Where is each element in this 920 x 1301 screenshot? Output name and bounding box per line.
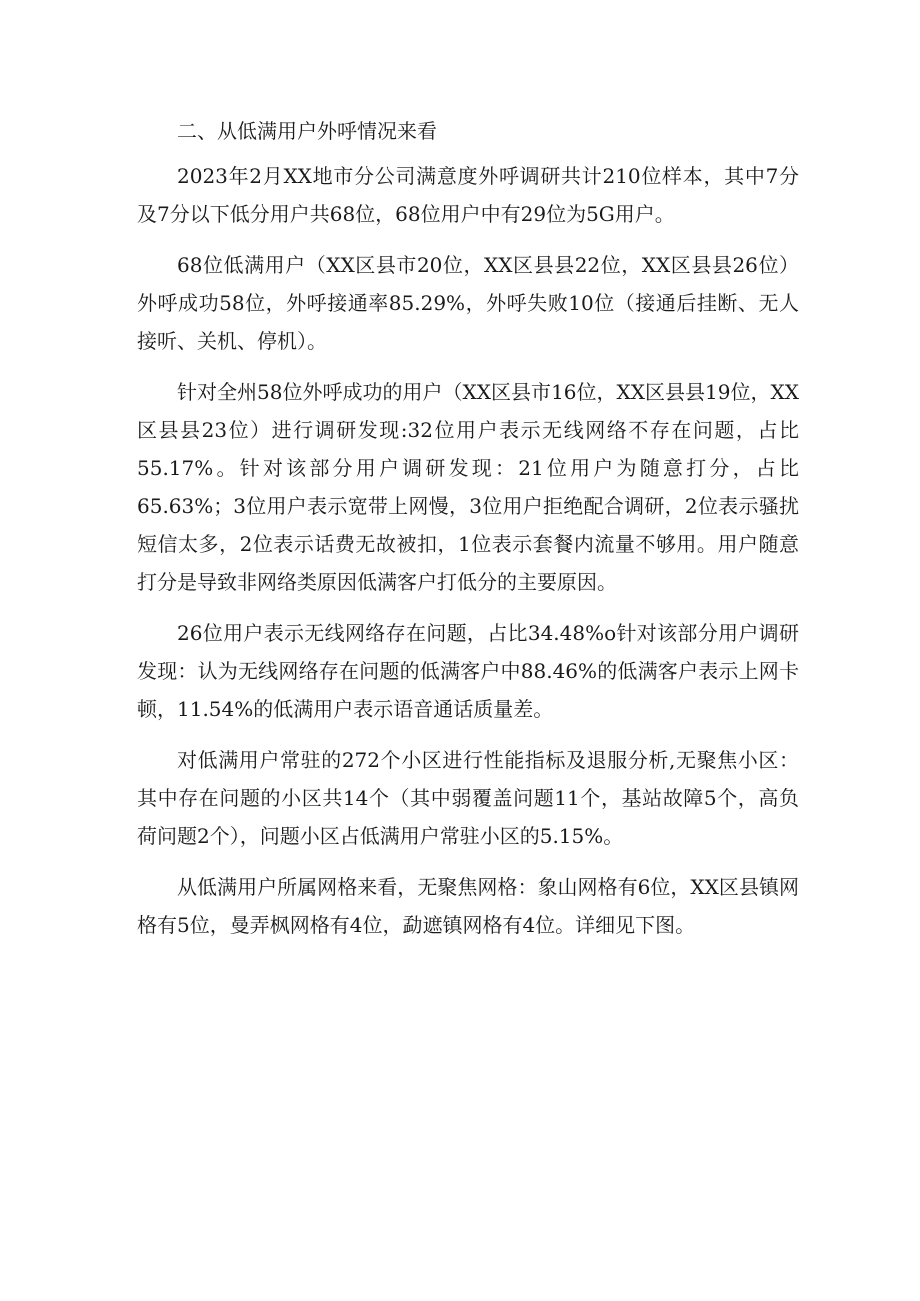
section-heading: 二、从低满用户外呼情况来看 — [177, 119, 437, 143]
paragraph-network-issue: 26位用户表示无线网络存在问题，占比34.48%o针对该部分用户调研发现：认为无线网络存在问题的低满客户中88.46%的低满客户表示上网卡顿，11.54%的低满用户表示语音通话质量差。 — [137, 621, 799, 721]
document-body — [137, 112, 799, 957]
paragraph-call-results: 68位低满用户（XX区县市20位，XX区县县22位，XX区县县26位）外呼成功58位，外呼接通率85.29%，外呼失败10位（接通后挂断、无人接听、关机、停机）。 — [137, 253, 799, 353]
paragraph-no-network-issue: 针对全州58位外呼成功的用户（XX区县市16位，XX区县县19位，XX区县县23位）进行调研发现:32位用户表示无线网络不存在问题，占比55.17%。针对该部分用户调研发现：21位用户为随意打分，占比65.63%；3位用户表示宽带上网慢，3位用户拒绝配合调研，2位表示骚扰短信太多，2位表示话费无故被扣，1位表示套餐内流量不够用。用户随意打分是导致非网络类原因低满客户打低分的主要原因。 — [137, 380, 799, 594]
paragraph-survey-sample: 2023年2月XX地市分公司满意度外呼调研共计210位样本，其中7分及7分以下低分用户共68位，68位用户中有29位为5G用户。 — [137, 164, 799, 226]
paragraph-cell-analysis: 对低满用户常驻的272个小区进行性能指标及退服分析,无聚焦小区：其中存在问题的小区共14个（其中弱覆盖问题11个，基站故障5个，高负荷问题2个），问题小区占低满用户常驻小区的5.15%。 — [137, 748, 799, 848]
paragraph-grid-analysis: 从低满用户所属网格来看，无聚焦网格：象山网格有6位，XX区县镇网格有5位，曼弄枫网格有4位，勐遮镇网格有4位。详细见下图。 — [137, 875, 799, 937]
